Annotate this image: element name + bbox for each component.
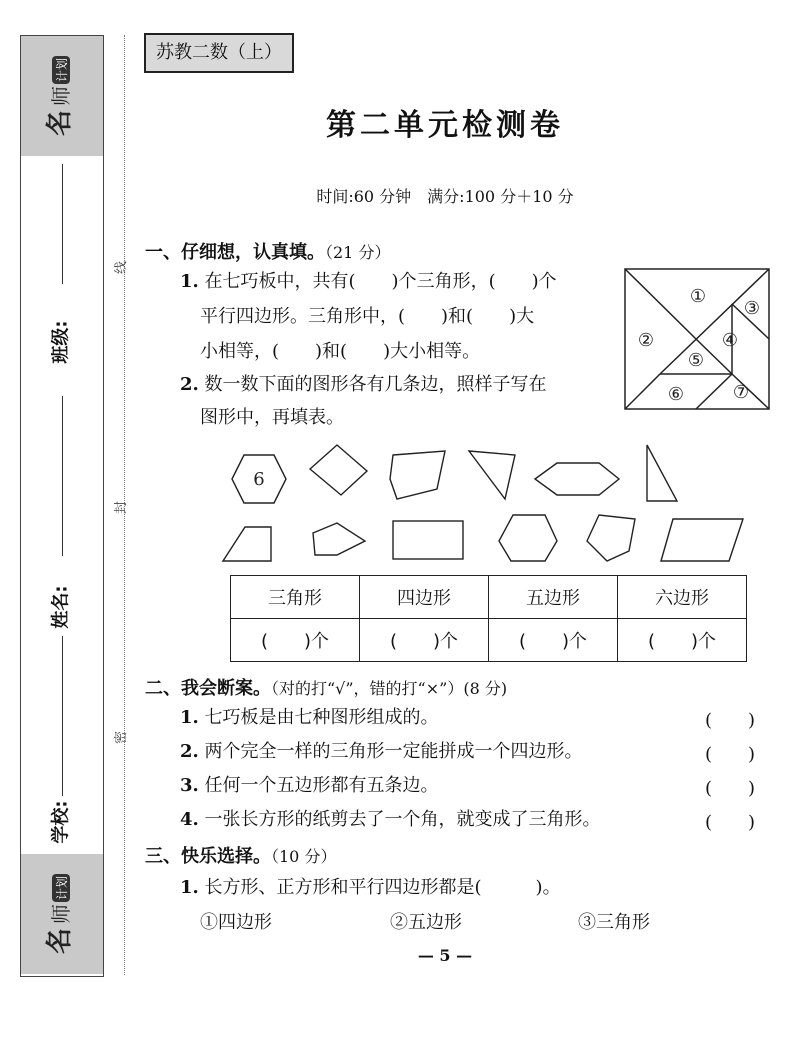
tangram-label-7: ⑦ bbox=[732, 382, 750, 403]
q1-num: 1. bbox=[180, 271, 199, 292]
option-3[interactable]: ③三角形 bbox=[578, 912, 650, 933]
q2-line2: 图形中，再填表。 bbox=[200, 407, 344, 428]
section1-title bbox=[145, 238, 390, 264]
table-header: 五边形 bbox=[489, 576, 618, 619]
svg-text:计划: 计划 bbox=[55, 57, 69, 82]
s2-text-2: 两个完全一样的三角形一定能拼成一个四边形。 bbox=[204, 741, 583, 762]
s2-item-3 bbox=[180, 774, 439, 798]
s2-item-1 bbox=[180, 706, 439, 730]
cut-mark-secret: 密 bbox=[114, 730, 130, 745]
tangram-label-3: ③ bbox=[743, 298, 761, 319]
section2-note: （对的打“√”，错的打“×”）(8 分) bbox=[271, 679, 508, 698]
rectangle-1 bbox=[393, 521, 463, 559]
pentagon-1 bbox=[390, 451, 445, 499]
section1-heading: 一、仔细想，认真填。 bbox=[145, 242, 325, 263]
tangram-figure bbox=[624, 268, 770, 410]
s2-text-4: 一张长方形的纸剪去了一个角，就变成了三角形。 bbox=[204, 809, 601, 830]
table-cell[interactable]: ( )个 bbox=[360, 619, 489, 662]
class-label: 班级: bbox=[50, 320, 72, 364]
svg-text:名: 名 bbox=[45, 927, 75, 954]
q1-line1 bbox=[180, 270, 557, 294]
triangle-1 bbox=[469, 451, 515, 499]
subject-badge: 苏教二数（上） bbox=[144, 33, 294, 73]
shapes-figure bbox=[215, 435, 755, 570]
section1-score: （21 分） bbox=[325, 243, 391, 262]
page-title: 第二单元检测卷 bbox=[326, 108, 564, 143]
table-header-row bbox=[231, 576, 747, 619]
table-cell[interactable]: ( )个 bbox=[618, 619, 747, 662]
answer-paren-4[interactable]: ( ) bbox=[705, 812, 756, 833]
svg-text:名: 名 bbox=[45, 109, 75, 136]
table-row bbox=[231, 619, 747, 662]
section3-title bbox=[145, 842, 336, 868]
quad-1 bbox=[310, 445, 367, 495]
pentagon-3 bbox=[587, 515, 635, 561]
q2-num: 2. bbox=[180, 374, 199, 395]
pentagon-2 bbox=[313, 523, 365, 555]
q2-text1: 数一数下面的图形各有几条边，照样子写在 bbox=[204, 374, 547, 395]
section3-heading: 三、快乐选择。 bbox=[145, 846, 271, 867]
q1-line3: 小相等，( )和( )大小相等。 bbox=[200, 341, 481, 362]
answer-paren-1[interactable]: ( ) bbox=[705, 710, 756, 731]
tangram-label-6: ⑥ bbox=[667, 384, 685, 405]
hexagon-1 bbox=[535, 463, 619, 495]
q2-line1 bbox=[180, 373, 547, 397]
binding-strip bbox=[20, 35, 104, 977]
tangram-label-1: ① bbox=[689, 286, 707, 307]
example-label: 6 bbox=[253, 469, 265, 490]
s2-num-3: 3. bbox=[180, 775, 199, 796]
option-2[interactable]: ②五边形 bbox=[390, 912, 462, 933]
s2-text-3: 任何一个五边形都有五条边。 bbox=[204, 775, 439, 796]
cut-mark-seal: 封 bbox=[114, 500, 130, 515]
table-header: 六边形 bbox=[618, 576, 747, 619]
page-number: — 5 — bbox=[417, 946, 473, 965]
svg-text:师: 师 bbox=[49, 86, 73, 106]
table-header: 四边形 bbox=[360, 576, 489, 619]
section2-title bbox=[145, 674, 507, 700]
tangram-label-2: ② bbox=[637, 330, 655, 351]
table-cell[interactable]: ( )个 bbox=[489, 619, 618, 662]
s2-item-4 bbox=[180, 808, 601, 832]
table-cell[interactable]: ( )个 bbox=[231, 619, 360, 662]
hexagon-2 bbox=[499, 515, 557, 561]
exam-info: 时间:60 分钟 满分:100 分＋10 分 bbox=[316, 187, 574, 206]
s3-num-1: 1. bbox=[180, 877, 199, 898]
q1-text1: 在七巧板中，共有( )个三角形，( )个 bbox=[204, 271, 557, 292]
section2-heading: 二、我会断案。 bbox=[145, 678, 271, 699]
school-label: 学校: bbox=[50, 800, 72, 844]
s2-text-1: 七巧板是由七种图形组成的。 bbox=[204, 707, 439, 728]
answer-paren-3[interactable]: ( ) bbox=[705, 778, 756, 799]
school-line bbox=[62, 636, 63, 796]
table-header: 三角形 bbox=[231, 576, 360, 619]
s2-num-4: 4. bbox=[180, 809, 199, 830]
q1-line2: 平行四边形。三角形中，( )和( )大 bbox=[200, 306, 535, 327]
parallelogram-1 bbox=[661, 519, 743, 561]
tangram-label-5: ⑤ bbox=[687, 350, 705, 371]
s3-q1 bbox=[180, 876, 561, 900]
name-label: 姓名: bbox=[50, 585, 72, 629]
name-line bbox=[62, 396, 63, 556]
tangram-label-4: ④ bbox=[721, 330, 739, 351]
cut-mark-line: 线 bbox=[114, 260, 130, 275]
section3-score: （10 分） bbox=[271, 847, 337, 866]
svg-text:计划: 计划 bbox=[55, 875, 69, 900]
s2-num-2: 2. bbox=[180, 741, 199, 762]
s3-text-1: 长方形、正方形和平行四边形都是( )。 bbox=[204, 877, 561, 898]
s2-num-1: 1. bbox=[180, 707, 199, 728]
answer-table bbox=[230, 575, 747, 662]
triangle-2 bbox=[647, 445, 677, 501]
option-1[interactable]: ①四边形 bbox=[200, 912, 272, 933]
class-line bbox=[62, 164, 63, 284]
s2-item-2 bbox=[180, 740, 583, 764]
answer-paren-2[interactable]: ( ) bbox=[705, 744, 756, 765]
quad-2 bbox=[223, 527, 271, 561]
svg-text:师: 师 bbox=[49, 904, 73, 924]
